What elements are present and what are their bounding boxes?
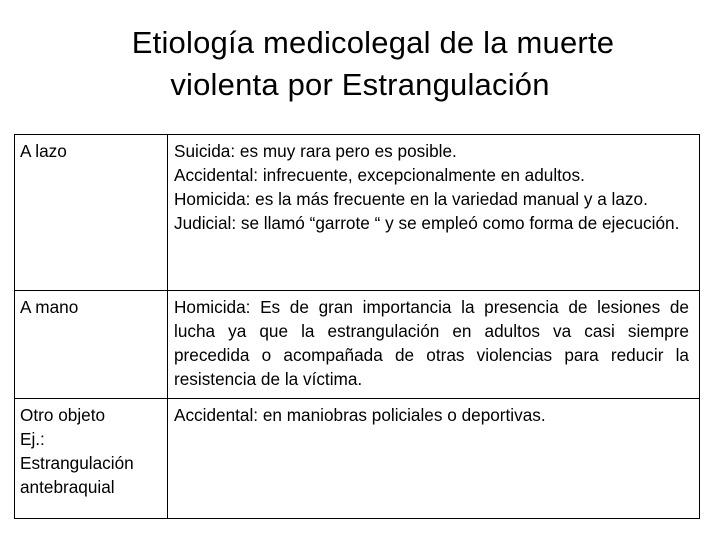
description-line: Homicida: es la más frecuente en la variedad manual y a lazo. xyxy=(174,189,648,209)
table-row xyxy=(15,135,700,291)
table-row xyxy=(15,291,700,399)
row-type-label: Ej.: xyxy=(20,429,45,449)
row-type-cell xyxy=(15,291,168,399)
page-title xyxy=(0,22,720,106)
row-description-cell xyxy=(168,291,700,399)
title-line-2: violenta por Estrangulación xyxy=(170,67,550,102)
row-type-cell xyxy=(15,399,168,519)
description-line: Judicial: se llamó “garrote “ y se empleó como forma de ejecución. xyxy=(174,213,680,233)
row-type-label: Otro objeto xyxy=(20,405,106,425)
row-description-cell xyxy=(168,399,700,519)
description-line: Accidental: infrecuente, excepcionalmente en adultos. xyxy=(174,165,585,185)
row-type-cell xyxy=(15,135,168,291)
row-type-label: A lazo xyxy=(20,141,67,161)
table-row xyxy=(15,399,700,519)
row-type-label: antebraquial xyxy=(20,477,115,497)
description-line: Suicida: es muy rara pero es posible. xyxy=(174,141,457,161)
row-description-cell xyxy=(168,135,700,291)
row-type-label: A mano xyxy=(20,297,79,317)
title-line-1: Etiología medicolegal de la muerte xyxy=(131,25,615,60)
row-type-label: Estrangulación xyxy=(20,453,134,473)
description-line: Homicida: Es de gran importancia la presencia de lesiones de lucha ya que la estrangulación en adultos va casi siempre precedida o acompañada de otras violencias para reducir la resistencia de la víctima. xyxy=(174,297,689,389)
description-line: Accidental: en maniobras policiales o deportivas. xyxy=(174,405,546,425)
etiology-table xyxy=(14,134,700,519)
